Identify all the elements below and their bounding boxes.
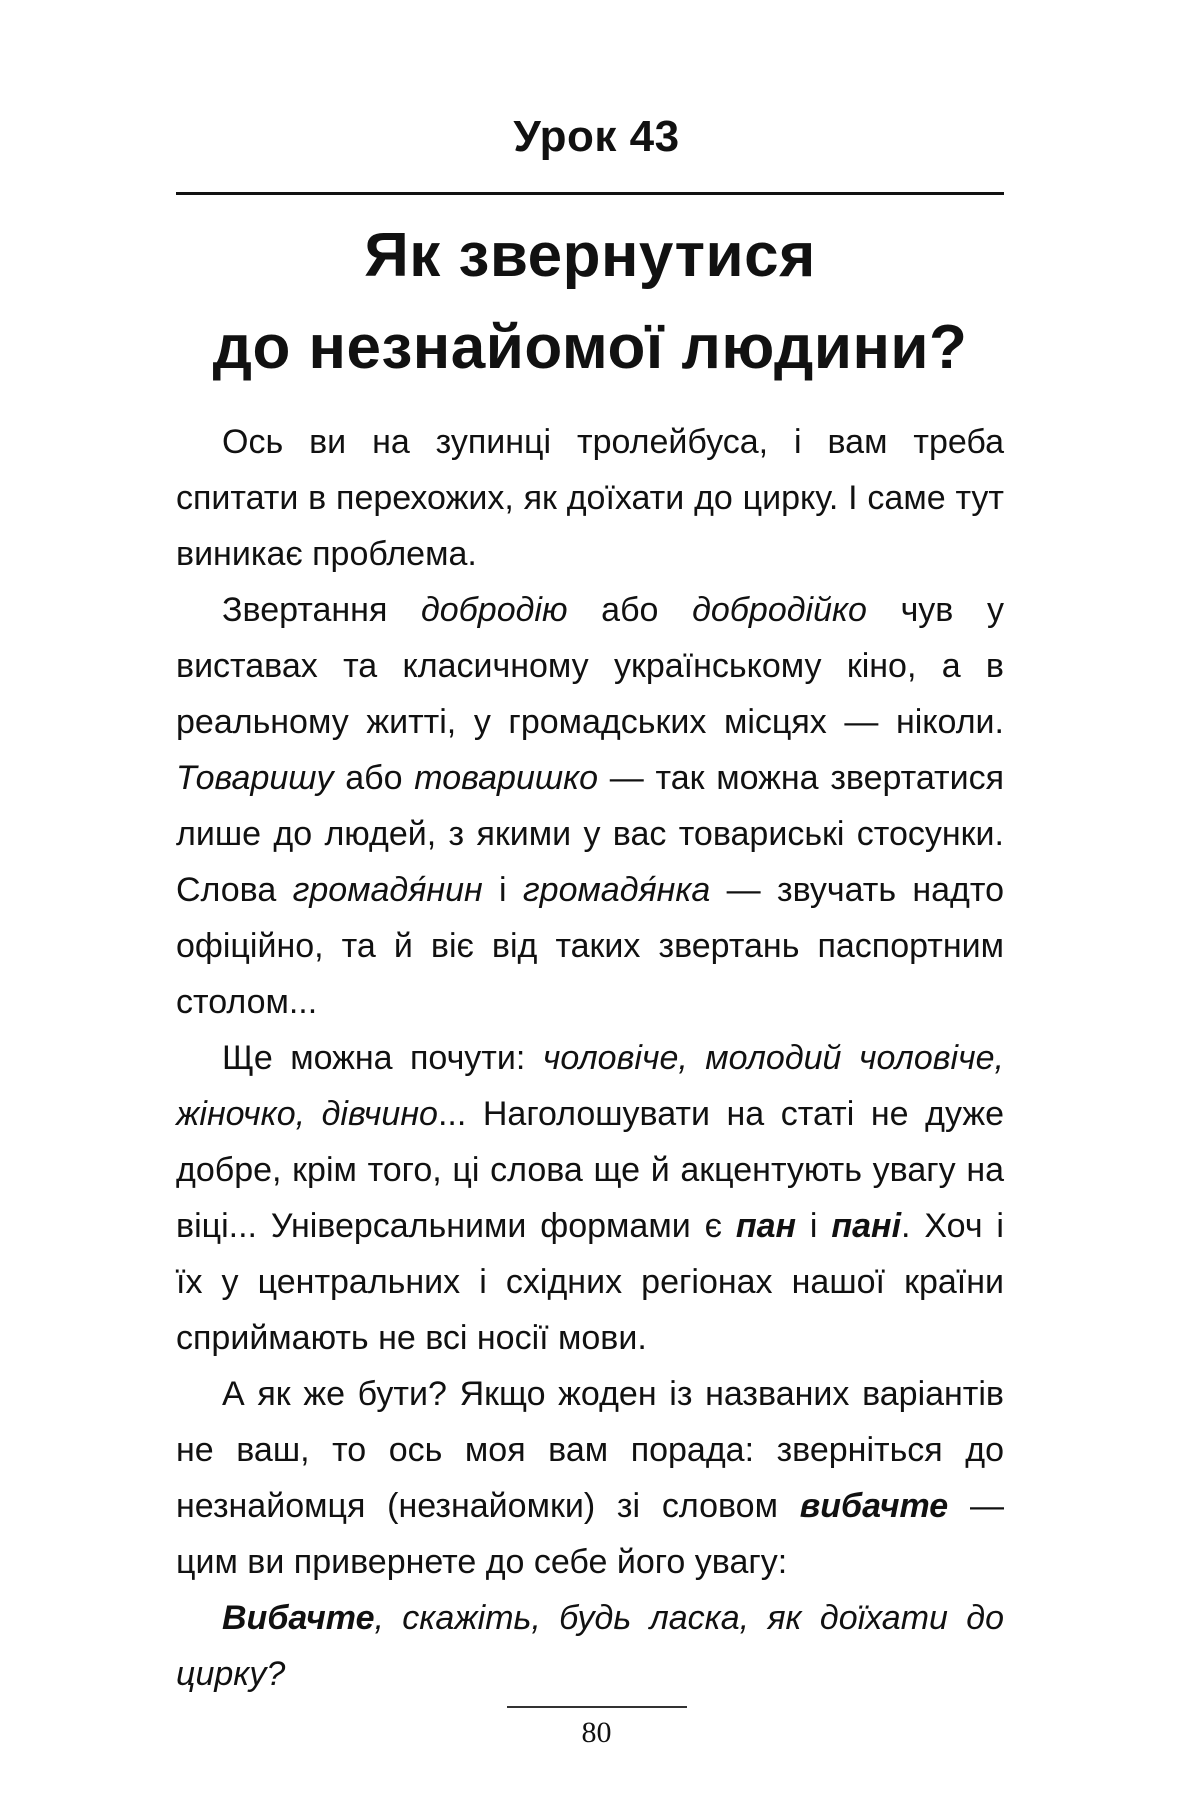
- p3-bold-2: пані: [831, 1207, 902, 1245]
- p2-italic-4: товаришко: [414, 759, 599, 797]
- p3-bold-1: пан: [735, 1207, 797, 1245]
- page-number: 80: [581, 1716, 612, 1749]
- p2-text-3: чув у виставах та класичному українському кіно, а в реальному житті, у громадських місцях — ніколи.: [176, 591, 1004, 741]
- p3-text-3: і: [796, 1207, 832, 1245]
- p2-text-7: — звучать надто офіційно, та й віє від таких звертань паспортним столом...: [176, 871, 1004, 1021]
- body-text: [176, 414, 1004, 1702]
- p2-text-5: — так можна звертатися лише до людей, з якими у вас товариські стосунки. Слова: [176, 759, 1004, 909]
- p2-italic-1: добродію: [420, 591, 568, 629]
- title-line-2: до незнайомої людини?: [212, 313, 968, 382]
- p2-italic-2: добродійко: [692, 591, 867, 629]
- p3-text-1: Ще можна почути:: [222, 1039, 543, 1077]
- p2-text-4: або: [333, 759, 415, 797]
- p2-italic-3: Товаришу: [176, 759, 334, 797]
- p5-bold-1: Вибачте: [222, 1599, 375, 1637]
- p4-bold-1: вибачте: [799, 1487, 949, 1525]
- p3-text-2: ... Наголошувати на статі не дуже добре, крім того, ці слова ще й акцентують увагу на віці... Універсальними формами є: [176, 1095, 1004, 1245]
- p2-text-6: і: [482, 871, 523, 909]
- p3-text-4: . Хоч і їх у центральних і східних регіонах нашої країни сприймають не всі носії мови.: [176, 1207, 1004, 1357]
- header-divider: [176, 192, 1004, 195]
- p4-text-2: — цим ви привернете до себе його увагу:: [176, 1487, 1004, 1581]
- p3-italic-1: чоловіче, молодий чоловіче, жіночко, дівчино: [176, 1039, 1004, 1133]
- p5-italic-1: , скажіть, будь ласка, як доїхати до цирку?: [176, 1599, 1004, 1693]
- p4-text-1: А як же бути? Якщо жоден із названих варіантів не ваш, то ось моя вам порада: зверніться до незнайомця (незнайомки) зі словом: [176, 1375, 1004, 1525]
- footer-divider: [507, 1706, 687, 1708]
- p2-text-1: Звертання: [222, 591, 421, 629]
- paragraph-3: [176, 1030, 1004, 1366]
- title-line-1: Як звернутися: [364, 221, 816, 290]
- paragraph-2: [176, 582, 1004, 1030]
- paragraph-1: Ось ви на зупинці тролейбуса, і вам треба спитати в перехожих, як доїхати до цирку. І саме тут виникає проблема.: [176, 423, 1004, 573]
- page-title: [150, 210, 1030, 394]
- paragraph-4: [176, 1366, 1004, 1590]
- p2-italic-6: громадя́нка: [522, 871, 711, 909]
- lesson-number: Урок 43: [513, 112, 680, 161]
- paragraph-5-example: [176, 1590, 1004, 1702]
- p2-text-2: або: [567, 591, 693, 629]
- p2-italic-5: громадя́нин: [292, 871, 483, 909]
